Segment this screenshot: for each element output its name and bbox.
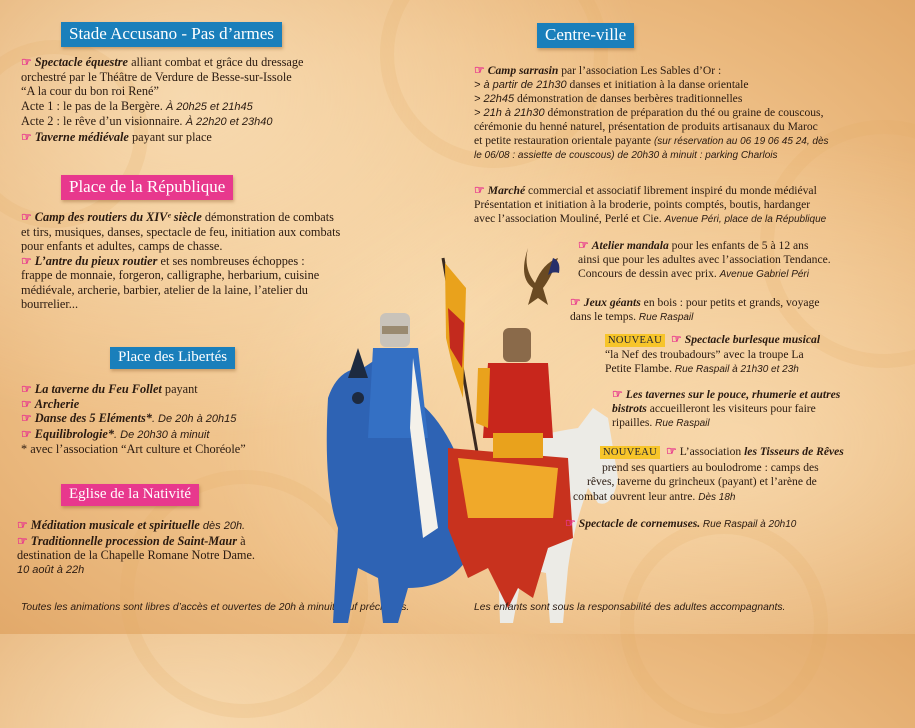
item-marche: ☞ Marché commercial et associatif librement inspiré du monde médiéval Présentation et initiation à la broderie, points comptés, boutis, hardanger avec l’association Mouliné, Perlé et Cie. Avenue Péri, place de la République (474, 183, 827, 225)
section-republique: ☞ Camp des routiers du XIVᵉ siècle démonstration de combats et tirs, musiques, danses, spectacle de feu, initiation aux combats pour enfants et adultes, camps de chasse. ☞ L’antre du pieux routier et ses nombreuses échoppes : frappe de monnaie, forgeron, calligraphe, herbarium, cuisine médiévale, archerie, barbier, atelier de la laine, l’atelier du bourrelier... (21, 210, 341, 311)
falcon-illustration (513, 243, 568, 308)
pointing-hand-icon: ☞ (21, 382, 32, 396)
nouveau-badge: NOUVEAU (600, 446, 660, 459)
pointing-hand-icon: ☞ (474, 183, 485, 197)
pointing-hand-icon: ☞ (21, 396, 32, 411)
item-jeux-geants: ☞ Jeux géants en bois : pour petits et grands, voyage dans le temps. Rue Raspail (570, 295, 820, 323)
item-tavernes: ☞ Les tavernes sur le pouce, rhumerie et autres bistrots accueilleront les visiteurs pour faire ripailles. Rue Raspail (612, 387, 841, 429)
pointing-hand-icon: ☞ (666, 444, 677, 458)
pointing-hand-icon: ☞ (21, 253, 32, 268)
section-libertes: ☞ La taverne du Feu Follet payant ☞ Archerie ☞ Danse des 5 Eléments*. De 20h à 20h15 ☞ Equilibrologie*. De 20h30 à minuit * avec l’association “Art culture et Choréole” (21, 382, 246, 456)
background-swirl (620, 520, 828, 728)
section-header-nativite: Eglise de la Nativité (61, 484, 199, 506)
section-nativite: ☞ Méditation musicale et spirituelle dès 20h. ☞ Traditionnelle procession de Saint-Maur à destination de la Chapelle Romane Notre Dame. 10 août à 22h (17, 518, 256, 576)
pointing-hand-icon: ☞ (578, 238, 589, 252)
footer-note-left: Toutes les animations sont libres d’accès et ouvertes de 20h à minuit sauf précisions. (21, 602, 410, 613)
pointing-hand-icon: ☞ (21, 129, 32, 144)
pointing-hand-icon: ☞ (570, 295, 581, 309)
pointing-hand-icon: ☞ (671, 332, 682, 346)
pointing-hand-icon: ☞ (474, 63, 485, 77)
pointing-hand-icon: ☞ (17, 518, 28, 532)
section-centre-ville: ☞ Camp sarrasin par l’association Les Sables d’Or : > à partir de 21h30 danses et initiation à la danse orientale > 22h45 démonstration de danses berbères traditionnelles > 21h à 21h30 démonstration de préparation du thé ou graine de couscous, cérémonie du henné naturel, présentation de produits artisanaux du Maroc et petite restauration orientale payante (sur réservation au 06 19 06 45 24, dès le 06/08 : assiette de couscous) de 20h30 à minuit : parking Charlois (474, 63, 829, 161)
pointing-hand-icon: ☞ (21, 411, 32, 425)
footer-note-right: Les enfants sont sous la responsabilité des adultes accompagnants. (474, 602, 786, 613)
pointing-hand-icon: ☞ (21, 426, 32, 441)
item-spectacle-burlesque: NOUVEAU ☞ Spectacle burlesque musical “la Nef des troubadours” avec la troupe La Petite Flambe. Rue Raspail à 21h30 et 23h (605, 332, 821, 375)
section-header-centre-ville: Centre-ville (537, 23, 634, 48)
pointing-hand-icon: ☞ (565, 516, 576, 530)
pointing-hand-icon: ☞ (612, 387, 623, 401)
item-tisseurs-de-reves: NOUVEAU ☞ L’association les Tisseurs de Rêves prend ses quartiers au boulodrome : camps des rêves, taverne du grincheux (payant) et l’arène de combat ouvrent leur antre. Dès 18h (573, 444, 844, 503)
section-header-libertes: Place des Libertés (110, 347, 235, 369)
pointing-hand-icon: ☞ (21, 55, 32, 69)
section-header-stade: Stade Accusano - Pas d’armes (61, 22, 282, 47)
item-atelier-mandala: ☞ Atelier mandala pour les enfants de 5 à 12 ans ainsi que pour les adultes avec l’association Tendance. Concours de dessin avec prix. Avenue Gabriel Péri (578, 238, 831, 280)
pointing-hand-icon: ☞ (21, 210, 32, 224)
item-cornemuses: ☞ Spectacle de cornemuses. Rue Raspail à 20h10 (565, 516, 797, 530)
knights-on-horses-image (318, 228, 623, 628)
section-header-republique: Place de la République (61, 175, 233, 200)
nouveau-badge: NOUVEAU (605, 334, 665, 347)
section-stade: ☞ Spectacle équestre alliant combat et grâce du dressage orchestré par le Théâtre de Verdure de Besse-sur-Issole “A la cour du bon roi René” Acte 1 : le pas de la Bergère. À 20h25 et 21h45 Acte 2 : le rêve d’un visionnaire. À 22h20 et 23h40 ☞ Taverne médiévale payant sur place (21, 55, 304, 144)
pointing-hand-icon: ☞ (17, 533, 28, 548)
